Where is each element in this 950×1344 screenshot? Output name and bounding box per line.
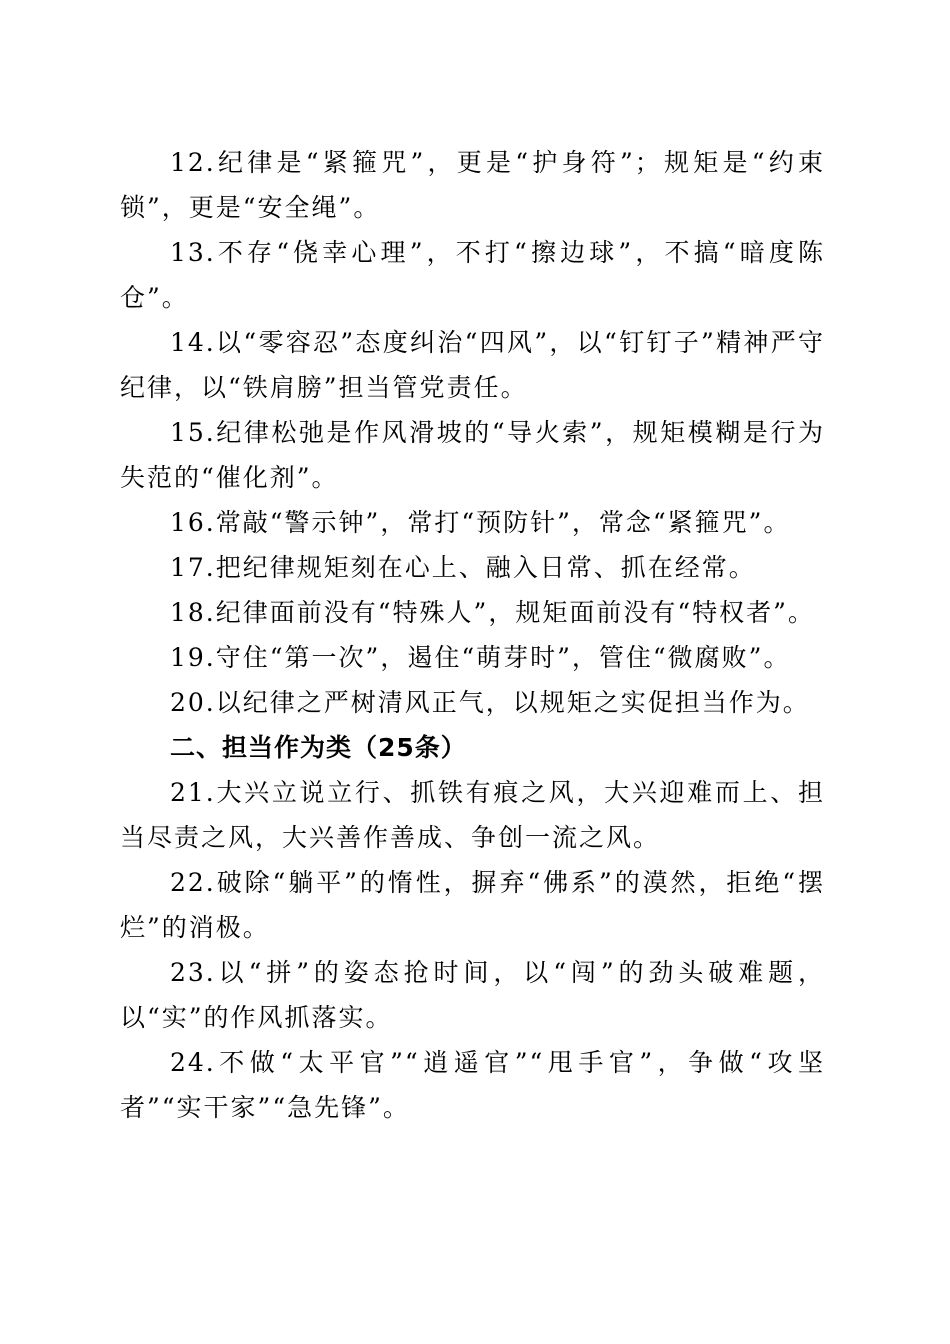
list-item: 12.纪律是“紧箍咒”，更是“护身符”；规矩是“约束锁”，更是“安全绳”。 bbox=[120, 148, 825, 222]
list-item: 22.破除“躺平”的惰性，摒弃“佛系”的漠然，拒绝“摆烂”的消极。 bbox=[120, 868, 825, 942]
list-item: 19.守住“第一次”，遏住“萌芽时”，管住“微腐败”。 bbox=[170, 643, 791, 672]
list-item: 16.常敲“警示钟”，常打“预防针”，常念“紧箍咒”。 bbox=[170, 508, 791, 537]
list-item: 20.以纪律之严树清风正气，以规矩之实促担当作为。 bbox=[170, 688, 810, 717]
list-item: 24.不做“太平官”“逍遥官”“甩手官”，争做“攻坚者”“实干家”“急先锋”。 bbox=[120, 1048, 825, 1122]
list-item: 21.大兴立说立行、抓铁有痕之风，大兴迎难而上、担当尽责之风，大兴善作善成、争创一流之风。 bbox=[120, 778, 825, 852]
list-item: 17.把纪律规矩刻在心上、融入日常、抓在经常。 bbox=[170, 553, 756, 582]
list-item: 14.以“零容忍”态度纠治“四风”，以“钉钉子”精神严守纪律，以“铁肩膀”担当管党责任。 bbox=[120, 328, 825, 402]
document-body bbox=[120, 140, 825, 1130]
list-item: 13.不存“侥幸心理”，不打“擦边球”，不搞“暗度陈仓”。 bbox=[120, 238, 825, 312]
list-item: 15.纪律松弛是作风滑坡的“导火索”，规矩模糊是行为失范的“催化剂”。 bbox=[120, 418, 825, 492]
list-item: 18.纪律面前没有“特殊人”，规矩面前没有“特权者”。 bbox=[170, 598, 815, 627]
list-item: 23.以“拼”的姿态抢时间，以“闯”的劲头破难题，以“实”的作风抓落实。 bbox=[120, 958, 825, 1032]
section-heading: 二、担当作为类（25条） bbox=[170, 733, 467, 762]
